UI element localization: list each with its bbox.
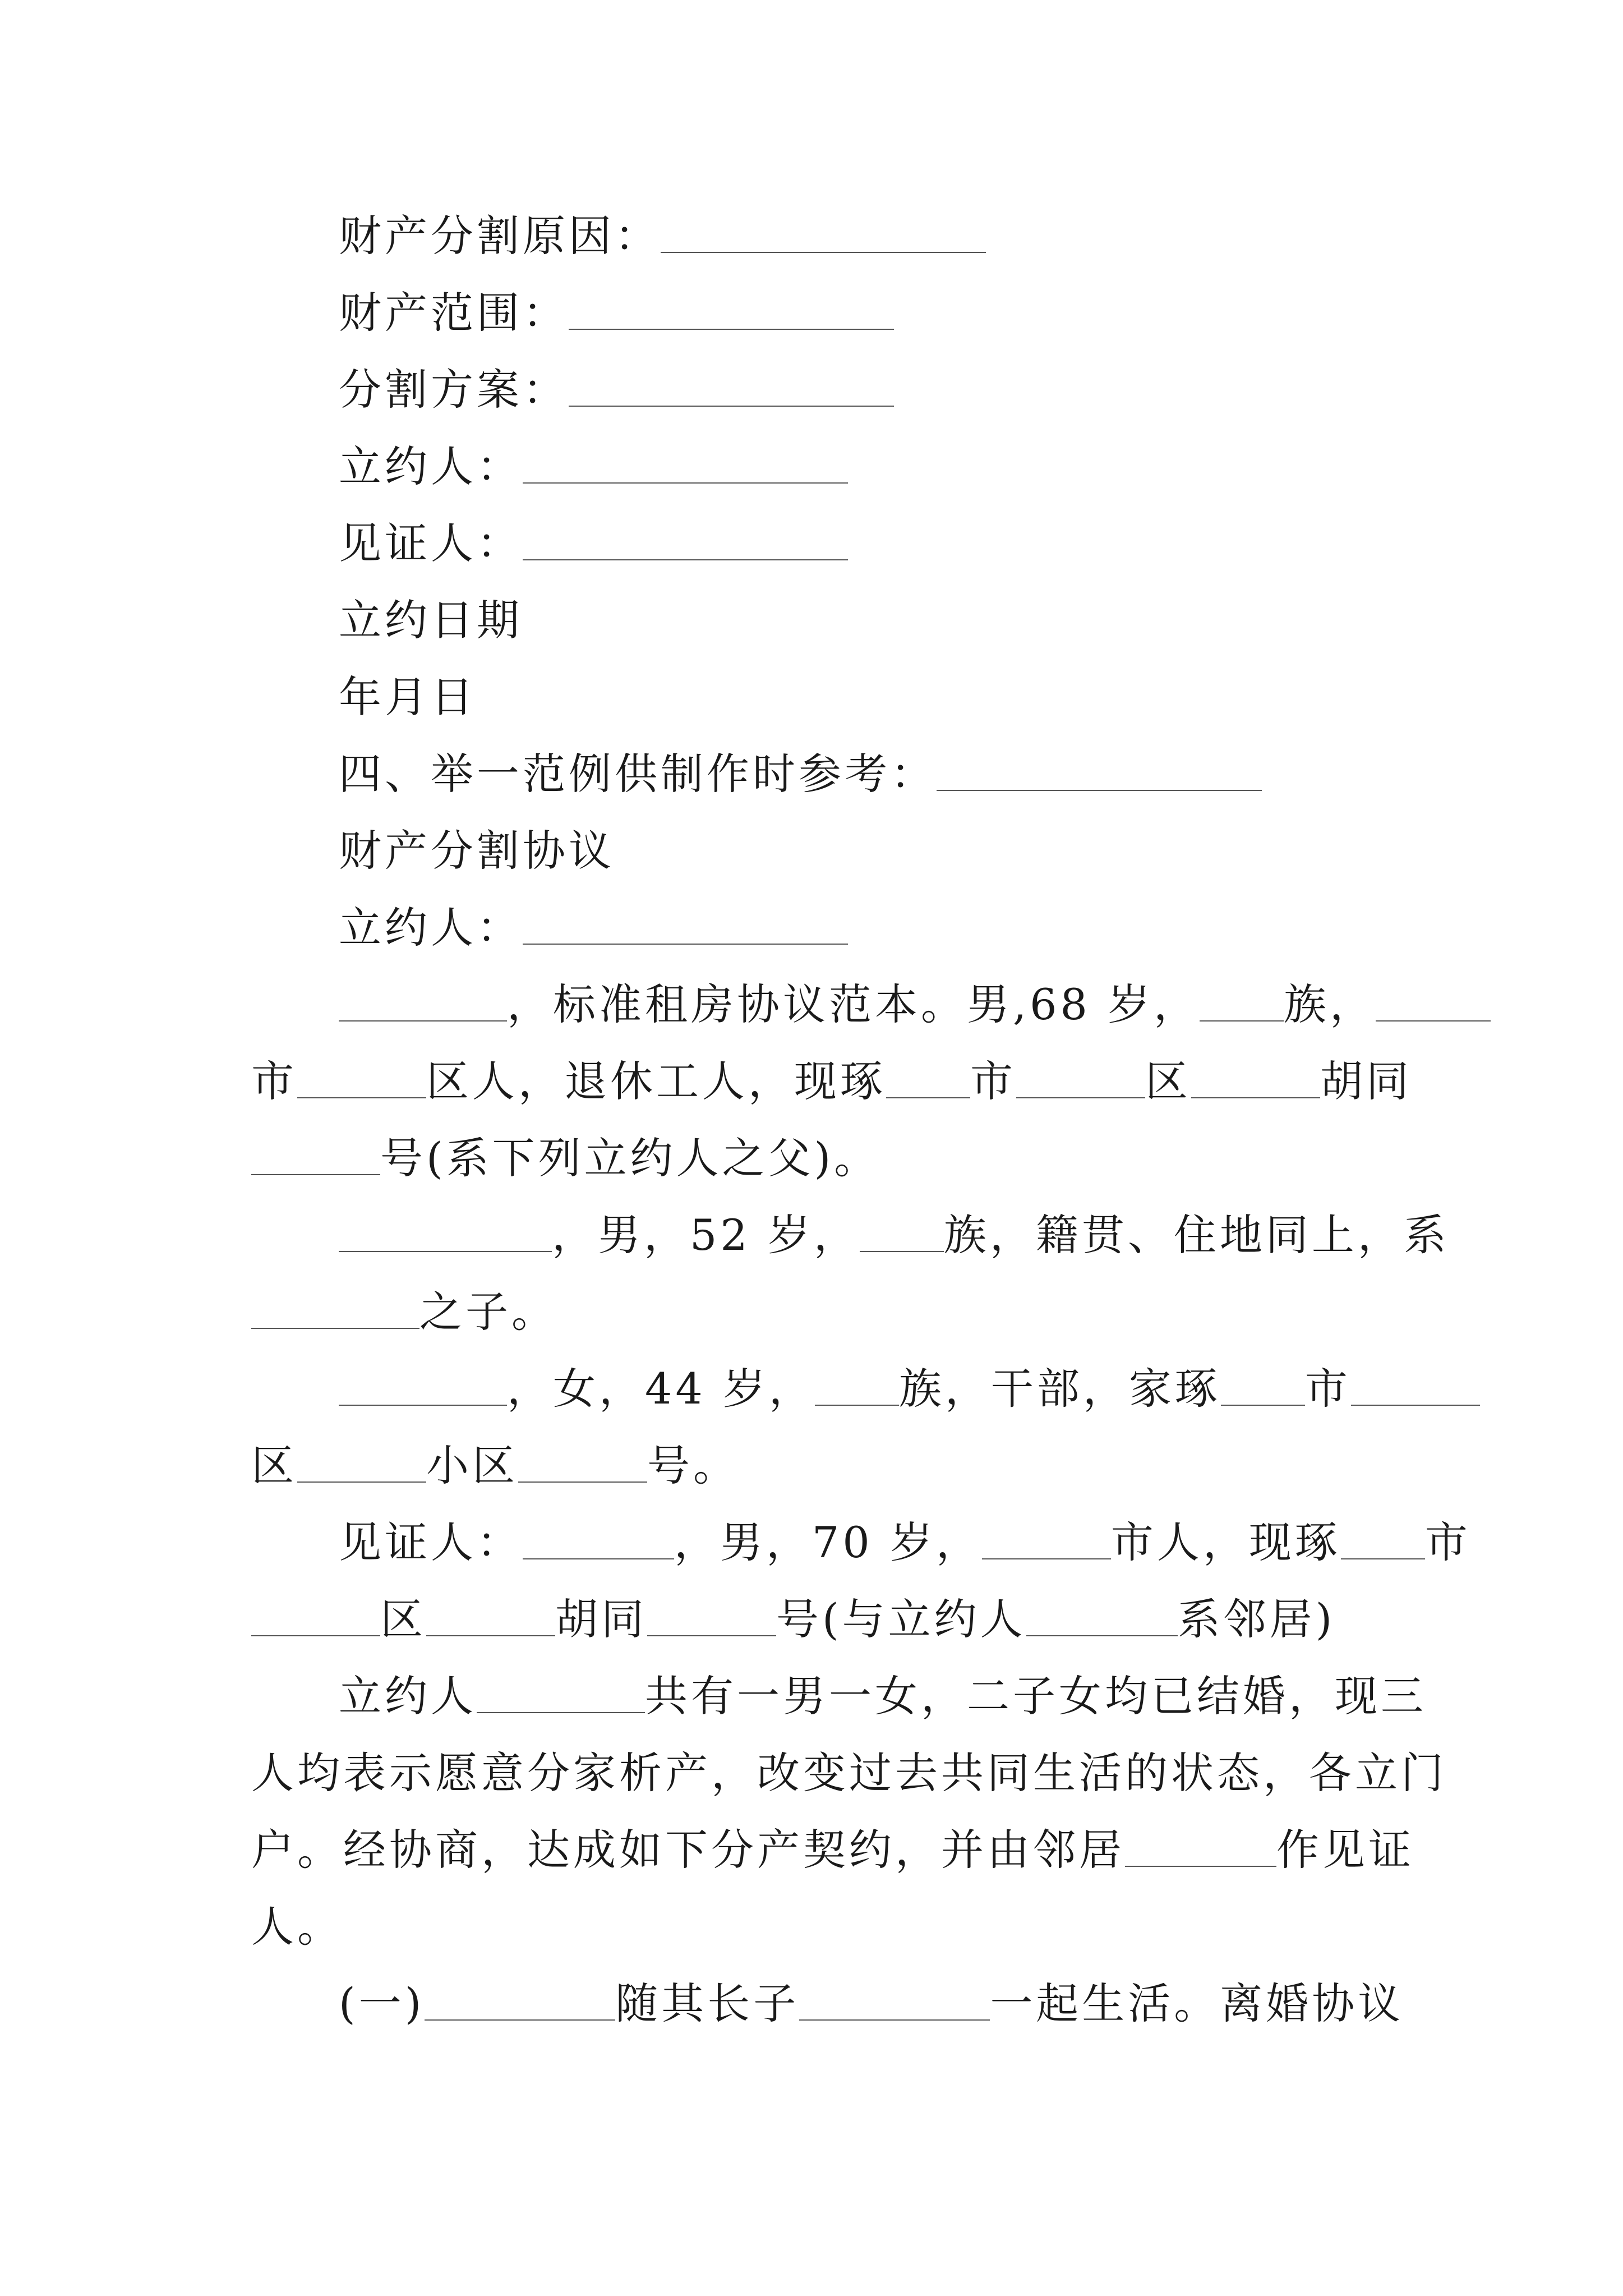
text-segment: 市 <box>1424 1517 1471 1567</box>
text-segment: 区 <box>251 1441 297 1490</box>
blank-field <box>339 1020 507 1022</box>
blank-field <box>1341 1558 1425 1559</box>
text-segment: 之子。 <box>419 1287 557 1337</box>
line-contract-date <box>251 582 1384 659</box>
text-segment: 市 <box>251 1056 297 1106</box>
text-segment: 小区 <box>426 1441 518 1490</box>
line-witness-info <box>251 1504 1471 1581</box>
blank-field <box>297 1481 426 1483</box>
text-segment: 系邻居) <box>1177 1594 1336 1644</box>
blank-field <box>1351 1405 1480 1406</box>
text-segment: ，男，52 岁， <box>552 1210 860 1260</box>
text-segment: 区人，退休工人，现琢 <box>426 1056 886 1106</box>
blank-field <box>1221 1405 1305 1406</box>
line-contractor-2 <box>251 889 1384 966</box>
label-division-plan: 分割方案： <box>339 365 569 415</box>
line-division-plan <box>251 351 1384 428</box>
line-property-scope <box>251 274 1384 351</box>
text-segment: 号。 <box>647 1441 739 1490</box>
blank-field <box>251 1635 380 1636</box>
blank-field <box>1125 1866 1276 1867</box>
line-witness <box>251 505 1384 582</box>
line-party-son <box>251 1197 1450 1273</box>
line-party-father <box>251 966 1384 1043</box>
section-four-heading: 四、举一范例供制作时参考： <box>339 749 937 799</box>
blank-field <box>523 944 848 945</box>
text-segment: ，男，70 岁， <box>674 1517 982 1567</box>
label-year-month-day: 年月日 <box>339 672 477 722</box>
line-clause-one <box>251 1965 1404 2042</box>
document-body <box>251 197 1471 2042</box>
blank-field <box>251 1174 380 1175</box>
line-contract-body-4 <box>251 1888 1384 1965</box>
text-segment: 区 <box>380 1594 426 1644</box>
text-segment: 共有一男一女，二子女均已结婚，现三 <box>645 1671 1427 1721</box>
line-agreement-title <box>251 812 1384 889</box>
text-segment: 一起生活。离婚协议 <box>990 1978 1404 2028</box>
blank-field <box>297 1097 426 1098</box>
line-party-daughter <box>251 1350 1384 1427</box>
text-segment: 作见证 <box>1276 1825 1414 1875</box>
label-contractor-2: 立约人： <box>339 903 523 953</box>
line-contract-body-2 <box>251 1734 1447 1811</box>
text-segment: 立约人 <box>339 1671 477 1721</box>
label-property-reason: 财产分割原因： <box>339 211 661 261</box>
blank-field <box>661 252 986 253</box>
blank-field <box>1200 1020 1284 1022</box>
blank-field <box>815 1405 899 1406</box>
line-father-address <box>251 1043 1412 1120</box>
text-segment: 族，干部，家琢 <box>898 1364 1221 1414</box>
blank-field <box>518 1481 647 1483</box>
text-segment: 胡同 <box>1320 1056 1412 1106</box>
text-segment: ，女，44 岁， <box>507 1364 815 1414</box>
text-segment: 随其长子 <box>615 1978 800 2028</box>
line-father-number <box>251 1120 1384 1197</box>
line-property-reason <box>251 197 1384 274</box>
blank-field <box>523 559 848 560</box>
label-property-scope: 财产范围： <box>339 288 569 338</box>
line-contract-body-3 <box>251 1811 1414 1888</box>
agreement-title: 财产分割协议 <box>339 826 615 876</box>
blank-field <box>1191 1097 1320 1098</box>
label-contract-date: 立约日期 <box>339 595 523 645</box>
text-segment: 户。经协商，达成如下分产契约，并由邻居 <box>251 1825 1125 1875</box>
blank-field <box>251 1328 419 1329</box>
blank-field <box>477 1712 645 1713</box>
line-contract-body-1 <box>251 1658 1427 1734</box>
line-year-month-day <box>251 659 1384 735</box>
label-witness: 见证人： <box>339 518 523 568</box>
text-segment: 号(与立约人 <box>776 1594 1026 1644</box>
blank-field <box>569 329 894 330</box>
blank-field <box>1026 1635 1178 1636</box>
blank-field <box>886 1097 970 1098</box>
line-son-relation <box>251 1273 1384 1350</box>
blank-field <box>569 406 894 407</box>
blank-field <box>523 1558 674 1559</box>
blank-field <box>1016 1097 1145 1098</box>
text-segment: 族， <box>1284 979 1376 1029</box>
text-segment: ，标准租房协议范本。男,68 岁， <box>507 979 1200 1029</box>
blank-field <box>339 1405 507 1406</box>
text-segment: 胡同 <box>555 1594 647 1644</box>
label-contractor: 立约人： <box>339 441 523 491</box>
blank-field <box>425 2019 615 2021</box>
line-section-four <box>251 735 1384 812</box>
blank-field <box>860 1251 944 1252</box>
line-witness-address <box>251 1581 1384 1658</box>
line-daughter-address <box>251 1427 1384 1504</box>
text-segment: 市 <box>970 1056 1016 1106</box>
text-segment: 号(系下列立约人之父)。 <box>380 1133 880 1183</box>
text-segment: 人。 <box>251 1902 343 1952</box>
text-segment: 人均表示愿意分家析产，改变过去共同生活的状态，各立门 <box>251 1748 1447 1798</box>
blank-field <box>339 1251 552 1252</box>
blank-field <box>426 1635 555 1636</box>
blank-field <box>647 1635 776 1636</box>
blank-field <box>1376 1020 1491 1022</box>
blank-field <box>982 1558 1111 1559</box>
line-contractor <box>251 428 1384 505</box>
blank-field <box>937 790 1262 791</box>
text-segment: 族，籍贯、住地同上，系 <box>943 1210 1450 1260</box>
blank-field <box>523 482 848 484</box>
text-segment: 见证人： <box>339 1517 523 1567</box>
text-segment: 市人，现琢 <box>1110 1517 1341 1567</box>
text-segment: 市 <box>1304 1364 1351 1414</box>
clause-number: (一) <box>339 1978 425 2028</box>
blank-field <box>799 2019 990 2021</box>
text-segment: 区 <box>1145 1056 1191 1106</box>
